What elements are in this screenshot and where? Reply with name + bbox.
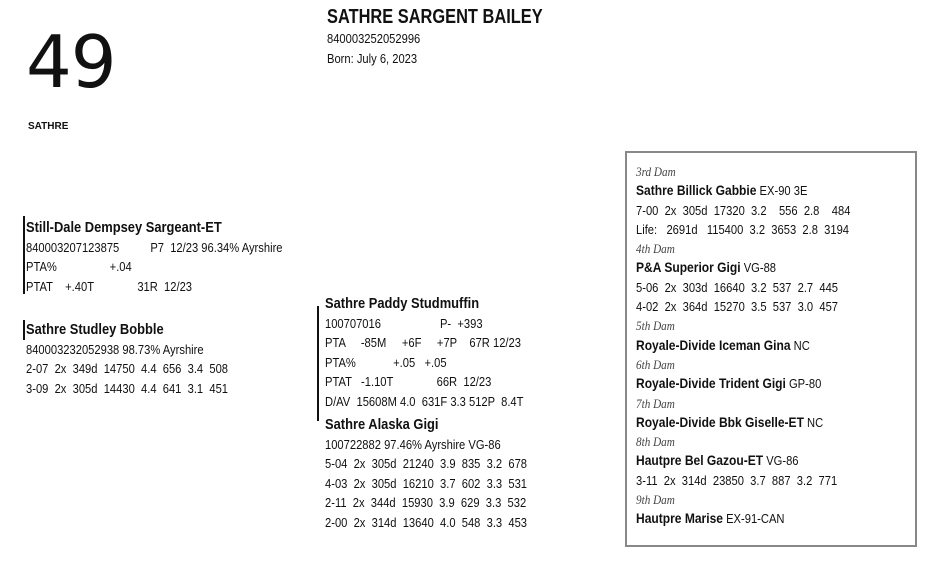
- dam-label-3: 3rd Dam: [636, 164, 676, 179]
- sire-dam-block: [26, 320, 261, 398]
- dam-bracket: [317, 306, 319, 421]
- dam-record-8: 3-11 2x 314d 23850 3.7 887 3.2 771: [636, 472, 838, 488]
- dam-name-4: P&A Superior Gigi: [636, 259, 741, 276]
- dam-class-6: GP-80: [785, 376, 822, 392]
- dam-name-7: Royale-Divide Bbk Giselle-ET: [636, 413, 804, 430]
- sire-line: PTAT +.40T 31R 12/23: [26, 278, 193, 294]
- lot-number: 49: [26, 20, 116, 104]
- dam-label-6: 6th Dam: [636, 356, 675, 372]
- dam-record-3: Life: 2691d 115400 3.2 3653 2.8 3194: [636, 221, 850, 237]
- dam-record-3: 7-00 2x 305d 17320 3.2 556 2.8 484: [636, 202, 851, 218]
- sire-dam-line: 2-07 2x 349d 14750 4.4 656 3.4 508: [26, 361, 229, 376]
- dam-name: Sathre Alaska Gigi: [325, 416, 439, 433]
- sire-name: Still-Dale Dempsey Sargeant-ET: [26, 219, 222, 236]
- dam-class-3: EX-90 3E: [756, 183, 808, 199]
- dam-record-4: 5-06 2x 303d 16640 3.2 537 2.7 445: [636, 279, 839, 295]
- dam-label-4: 4th Dam: [636, 241, 675, 257]
- owner-name: SATHRE: [28, 121, 69, 132]
- dam-name-8: Hautpre Bel Gazou-ET: [636, 452, 764, 469]
- dam-sire-line: 100707016 P- +393: [325, 315, 483, 331]
- dam-class-9: EX-91-CAN: [722, 511, 785, 527]
- animal-born: Born: July 6, 2023: [327, 51, 418, 66]
- sire-block: [26, 218, 324, 296]
- sire-dam-bracket: [23, 320, 25, 340]
- dam-sire-name: Sathre Paddy Studmuffin: [325, 295, 480, 312]
- sire-line: 840003207123875 P7 12/23 96.34% Ayrshire: [26, 239, 283, 255]
- dam-name-6: Royale-Divide Trident Gigi: [636, 375, 786, 392]
- dam-class-7: NC: [803, 414, 824, 430]
- dam-sire-line: PTA% +.05 +.05: [325, 354, 447, 370]
- dam-line: 100722882 97.46% Ayrshire VG-86: [325, 436, 501, 452]
- dam-name-9: Hautpre Marise: [636, 510, 723, 527]
- dam-label-9: 9th Dam: [636, 492, 675, 508]
- dam-sire-line: D/AV 15608M 4.0 631F 3.3 512P 8.4T: [325, 393, 524, 409]
- dam-line: 2-00 2x 314d 13640 4.0 548 3.3 453: [325, 514, 528, 530]
- dam-sire-block: [325, 294, 556, 411]
- sire-line: PTA% +.04: [26, 259, 132, 274]
- dam-name-5: Royale-Divide Iceman Gina: [636, 336, 791, 353]
- dam-line: 5-04 2x 305d 21240 3.9 835 3.2 678: [325, 456, 528, 471]
- dam-label-8: 8th Dam: [636, 434, 675, 450]
- sire-dam-line: 3-09 2x 305d 14430 4.4 641 3.1 451: [26, 380, 229, 396]
- dam-sire-line: PTAT -1.10T 66R 12/23: [325, 374, 492, 389]
- dam-line: 2-11 2x 344d 15930 3.9 629 3.3 532: [325, 495, 527, 510]
- dam-class-5: NC: [790, 337, 810, 353]
- sire-dam-line: 840003232052938 98.73% Ayrshire: [26, 341, 204, 357]
- dam-sire-line: PTA -85M +6F +7P 67R 12/23: [325, 335, 521, 350]
- sire-dam-name: Sathre Studley Bobble: [26, 321, 164, 338]
- dam-name-3: Sathre Billick Gabbie: [636, 182, 757, 199]
- dam-label-5: 5th Dam: [636, 318, 675, 334]
- animal-id: 840003252052996: [327, 31, 421, 46]
- dams-list: [636, 162, 885, 529]
- dam-block: [325, 415, 560, 532]
- dam-label-7: 7th Dam: [636, 395, 675, 411]
- sire-bracket: [23, 216, 25, 294]
- dam-class-4: VG-88: [740, 260, 777, 276]
- dam-line: 4-03 2x 305d 16210 3.7 602 3.3 531: [325, 475, 528, 491]
- dam-record-4: 4-02 2x 364d 15270 3.5 537 3.0 457: [636, 299, 839, 315]
- dam-class-8: VG-86: [763, 453, 799, 469]
- animal-name: SATHRE SARGENT BAILEY: [327, 6, 543, 28]
